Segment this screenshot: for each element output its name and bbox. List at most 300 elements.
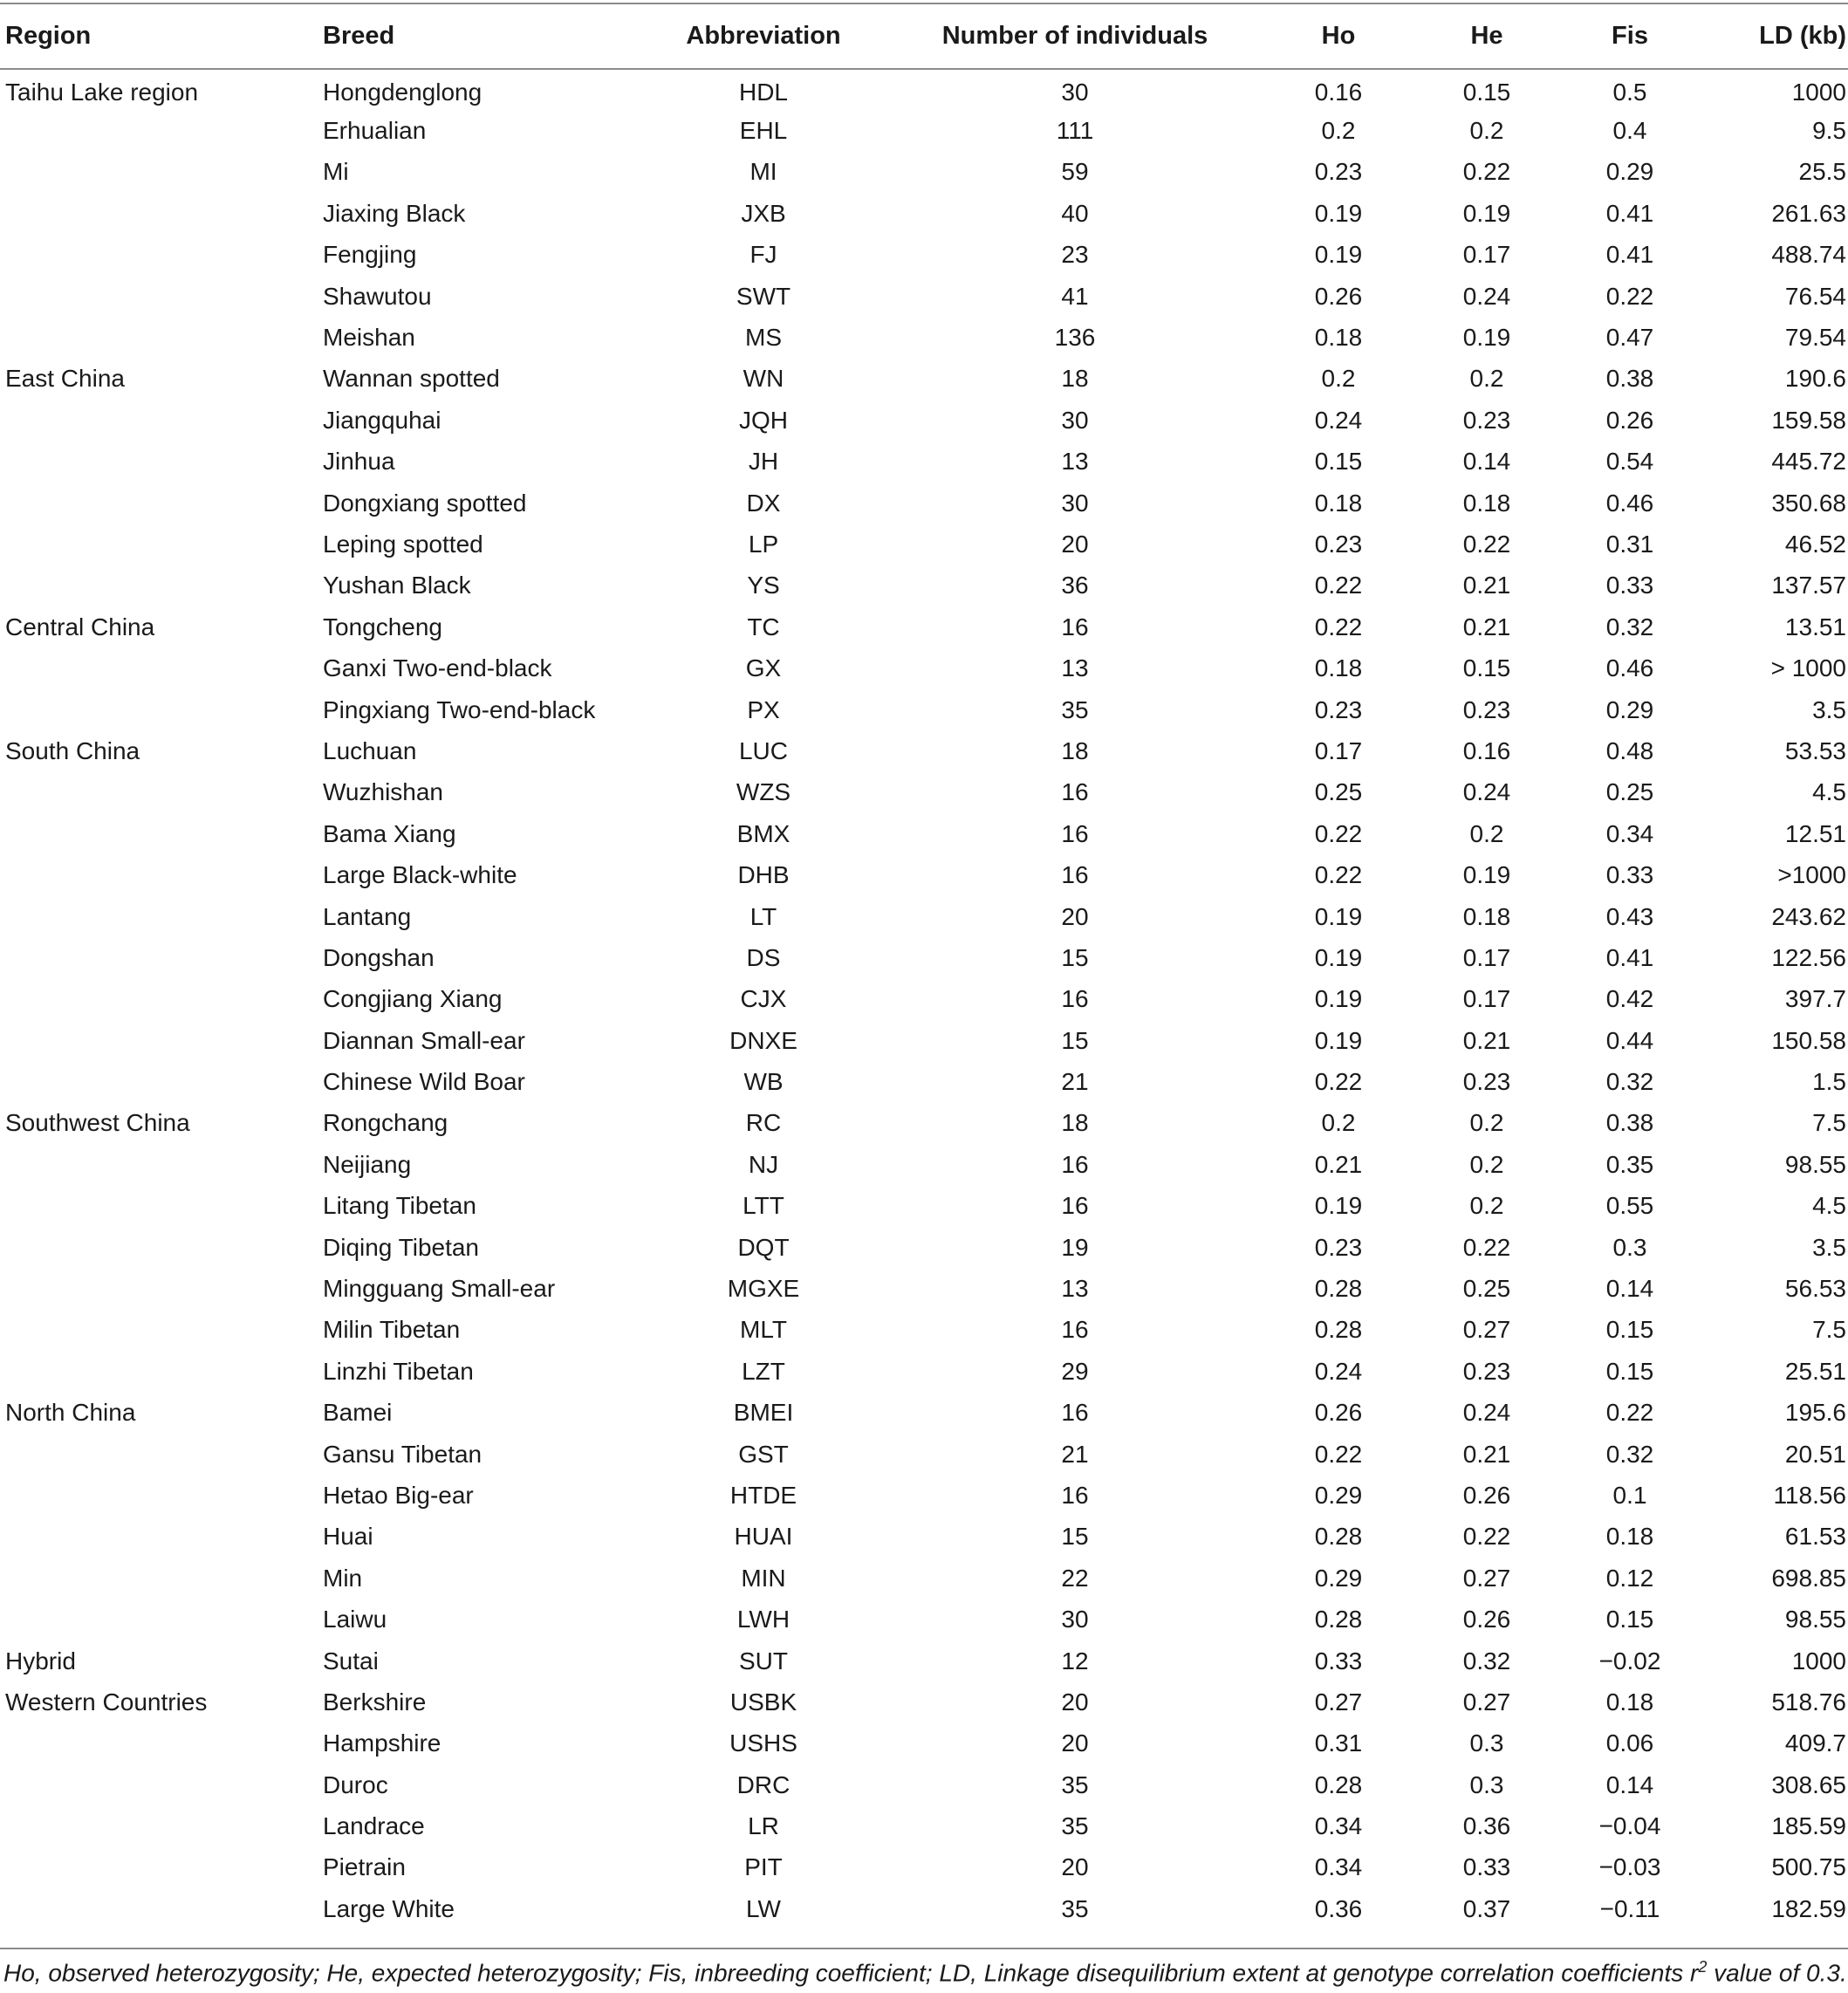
cell-he: 0.24: [1462, 282, 1511, 310]
cell-ho: 0.19: [1314, 943, 1363, 971]
table-row: [0, 524, 1848, 565]
cell-ho: 0.27: [1314, 1688, 1363, 1716]
cell-ho: 0.34: [1314, 1812, 1363, 1840]
cell-abbreviation: JQH: [739, 406, 788, 434]
cell-number-of-individuals: 21: [1061, 1440, 1089, 1468]
cell-number-of-individuals: 23: [1061, 241, 1089, 269]
cell-breed: Wuzhishan: [323, 778, 444, 806]
cell-breed: Pingxiang Two-end-black: [323, 695, 596, 723]
cell-region: [0, 524, 304, 565]
cell-fis: 0.32: [1605, 1440, 1654, 1468]
cell-fis: 0.46: [1605, 489, 1654, 517]
cell-he: 0.17: [1462, 985, 1511, 1013]
breed-diversity-table: [0, 3, 1848, 1930]
cell-region: [0, 1227, 304, 1268]
cell-fis: 0.46: [1605, 654, 1654, 682]
cell-ho: 0.23: [1314, 1233, 1363, 1261]
table-row: [0, 1847, 1848, 1888]
table-row: [0, 1020, 1848, 1061]
cell-number-of-individuals: 30: [1061, 1606, 1089, 1633]
cell-he: 0.2: [1469, 1109, 1504, 1137]
header-fis: Fis: [1558, 3, 1701, 69]
cell-ho: 0.21: [1314, 1150, 1363, 1178]
cell-he: 0.2: [1469, 819, 1504, 847]
cell-abbreviation: LTT: [743, 1192, 784, 1220]
cell-region: Hybrid: [5, 1647, 76, 1675]
cell-breed: Mingguang Small-ear: [323, 1275, 556, 1303]
cell-ho: 0.29: [1314, 1481, 1363, 1509]
cell-he: 0.36: [1462, 1812, 1511, 1840]
cell-region: [0, 1475, 304, 1516]
cell-ld-kb: 53.53: [1784, 736, 1846, 764]
table-row: [0, 1144, 1848, 1185]
header-ho: Ho: [1262, 3, 1415, 69]
cell-breed: Jiaxing Black: [323, 199, 466, 227]
cell-region: [0, 647, 304, 688]
table-row: [0, 359, 1848, 400]
cell-number-of-individuals: 30: [1061, 406, 1089, 434]
cell-region: [0, 1310, 304, 1351]
cell-number-of-individuals: 20: [1061, 1688, 1089, 1716]
cell-breed: Jiangquhai: [323, 406, 441, 434]
cell-fis: 0.44: [1605, 1026, 1654, 1054]
cell-he: 0.22: [1462, 1523, 1511, 1551]
cell-abbreviation: HTDE: [729, 1481, 797, 1509]
table-row: [0, 854, 1848, 895]
cell-ho: 0.26: [1314, 1399, 1363, 1427]
cell-number-of-individuals: 16: [1061, 778, 1089, 806]
table-row: [0, 979, 1848, 1020]
cell-ld-kb: 488.74: [1771, 241, 1846, 269]
cell-breed: Congjiang Xiang: [323, 985, 503, 1013]
cell-abbreviation: JXB: [741, 199, 786, 227]
cell-fis: 0.15: [1605, 1316, 1654, 1344]
table-row: [0, 1764, 1848, 1805]
cell-number-of-individuals: 15: [1061, 1523, 1089, 1551]
cell-region: [0, 854, 304, 895]
cell-fis: 0.38: [1605, 365, 1654, 393]
cell-ho: 0.22: [1314, 1440, 1363, 1468]
cell-ho: 0.24: [1314, 1357, 1363, 1385]
cell-breed: Dongxiang spotted: [323, 489, 527, 517]
table-row: [0, 1599, 1848, 1640]
table-row: [0, 235, 1848, 276]
cell-he: 0.22: [1462, 158, 1511, 186]
header-he: He: [1415, 3, 1558, 69]
cell-region: [0, 1020, 304, 1061]
cell-ld-kb: 76.54: [1784, 282, 1846, 310]
table-row: [0, 1061, 1848, 1102]
cell-number-of-individuals: 136: [1054, 324, 1096, 352]
cell-region: [0, 152, 304, 193]
cell-ld-kb: 1.5: [1812, 1068, 1846, 1096]
cell-fis: 0.18: [1605, 1688, 1654, 1716]
cell-abbreviation: LW: [746, 1894, 781, 1922]
cell-number-of-individuals: 35: [1061, 1894, 1089, 1922]
cell-abbreviation: LP: [748, 530, 779, 558]
cell-abbreviation: MLT: [740, 1316, 787, 1344]
cell-he: 0.27: [1462, 1564, 1511, 1592]
cell-fis: 0.26: [1605, 406, 1654, 434]
cell-fis: 0.22: [1605, 1399, 1654, 1427]
table-row: [0, 1805, 1848, 1846]
cell-abbreviation: EHL: [739, 117, 788, 145]
cell-he: 0.2: [1469, 117, 1504, 145]
table-row: [0, 1103, 1848, 1144]
cell-region: [0, 813, 304, 854]
cell-ho: 0.23: [1314, 158, 1363, 186]
cell-he: 0.16: [1462, 736, 1511, 764]
cell-number-of-individuals: 18: [1061, 1109, 1089, 1137]
cell-he: 0.21: [1462, 1026, 1511, 1054]
cell-abbreviation: BMX: [736, 819, 791, 847]
cell-number-of-individuals: 20: [1061, 530, 1089, 558]
cell-abbreviation: DRC: [736, 1770, 791, 1798]
table-row: [0, 1475, 1848, 1516]
cell-ld-kb: 182.59: [1771, 1894, 1846, 1922]
table-row: [0, 69, 1848, 110]
cell-ld-kb: 159.58: [1771, 406, 1846, 434]
cell-number-of-individuals: 20: [1061, 1729, 1089, 1757]
cell-he: 0.2: [1469, 1192, 1504, 1220]
cell-number-of-individuals: 111: [1056, 117, 1094, 145]
cell-ho: 0.18: [1314, 489, 1363, 517]
cell-breed: Hongdenglong: [323, 79, 483, 106]
cell-ho: 0.17: [1314, 736, 1363, 764]
cell-region: [0, 1805, 304, 1846]
cell-ho: 0.19: [1314, 1026, 1363, 1054]
header-breed: Breed: [304, 3, 639, 69]
cell-fis: 0.54: [1605, 448, 1654, 476]
table-row: [0, 896, 1848, 937]
cell-he: 0.26: [1462, 1606, 1511, 1633]
cell-ho: 0.28: [1314, 1316, 1363, 1344]
cell-fis: 0.55: [1605, 1192, 1654, 1220]
cell-he: 0.23: [1462, 695, 1511, 723]
cell-abbreviation: DHB: [737, 861, 790, 889]
cell-ho: 0.25: [1314, 778, 1363, 806]
cell-ld-kb: 9.5: [1812, 117, 1846, 145]
cell-number-of-individuals: 18: [1061, 365, 1089, 393]
cell-ld-kb: 4.5: [1812, 1192, 1846, 1220]
cell-region: [0, 979, 304, 1020]
cell-ld-kb: 698.85: [1771, 1564, 1846, 1592]
cell-abbreviation: WZS: [736, 778, 791, 806]
cell-region: [0, 1144, 304, 1185]
cell-ho: 0.19: [1314, 241, 1363, 269]
cell-ld-kb: 118.56: [1773, 1481, 1846, 1509]
cell-ho: 0.16: [1314, 79, 1363, 106]
table-row: [0, 110, 1848, 151]
header-row: [0, 3, 1848, 69]
cell-ho: 0.24: [1314, 406, 1363, 434]
cell-region: [0, 1517, 304, 1558]
cell-number-of-individuals: 15: [1061, 1026, 1089, 1054]
cell-fis: 0.25: [1605, 778, 1654, 806]
cell-breed: Rongchang: [323, 1109, 448, 1137]
footnote-text: Ho, observed heterozygosity; He, expected heterozygosity; Fis, inbreeding coefficient; LD, Linkage disequilibrium extent at genotype correlation coefficients r: [3, 1959, 1699, 1987]
cell-region: [0, 193, 304, 234]
cell-ld-kb: 25.5: [1798, 158, 1846, 186]
cell-fis: 0.12: [1605, 1564, 1654, 1592]
cell-fis: 0.14: [1605, 1770, 1654, 1798]
cell-ld-kb: 195.6: [1784, 1399, 1846, 1427]
cell-breed: Large White: [323, 1894, 455, 1922]
cell-he: 0.32: [1462, 1647, 1511, 1675]
cell-region: [0, 1847, 304, 1888]
cell-region: [0, 565, 304, 606]
cell-abbreviation: CJX: [740, 985, 787, 1013]
cell-fis: −0.02: [1598, 1647, 1661, 1675]
table-row: [0, 317, 1848, 358]
cell-breed: Diannan Small-ear: [323, 1026, 525, 1054]
cell-breed: Huai: [323, 1523, 373, 1551]
cell-abbreviation: LWH: [736, 1606, 791, 1633]
table-row: [0, 1351, 1848, 1392]
cell-ld-kb: 7.5: [1812, 1316, 1846, 1344]
cell-fis: 0.3: [1612, 1233, 1647, 1261]
cell-fis: 0.32: [1605, 1068, 1654, 1096]
cell-he: 0.21: [1462, 613, 1511, 640]
cell-region: Southwest China: [5, 1109, 190, 1137]
cell-fis: 0.31: [1605, 530, 1654, 558]
cell-region: [0, 110, 304, 151]
cell-he: 0.19: [1462, 199, 1511, 227]
cell-he: 0.15: [1462, 79, 1511, 106]
cell-abbreviation: MGXE: [727, 1275, 800, 1303]
cell-region: [0, 276, 304, 317]
cell-ho: 0.2: [1321, 117, 1356, 145]
cell-ld-kb: 308.65: [1771, 1770, 1846, 1798]
table-row: [0, 193, 1848, 234]
cell-ld-kb: 7.5: [1812, 1109, 1846, 1137]
cell-abbreviation: USHS: [729, 1729, 797, 1757]
table-row: [0, 1681, 1848, 1722]
cell-abbreviation: LR: [748, 1812, 779, 1840]
cell-number-of-individuals: 30: [1061, 79, 1089, 106]
cell-region: [0, 1723, 304, 1764]
cell-region: [0, 689, 304, 730]
cell-region: [0, 937, 304, 978]
cell-he: 0.23: [1462, 1357, 1511, 1385]
cell-ld-kb: 409.7: [1784, 1729, 1846, 1757]
cell-breed: Hetao Big-ear: [323, 1481, 474, 1509]
cell-fis: 0.48: [1605, 736, 1654, 764]
cell-breed: Lantang: [323, 902, 412, 930]
cell-breed: Bamei: [323, 1399, 393, 1427]
cell-number-of-individuals: 15: [1061, 943, 1089, 971]
cell-abbreviation: MS: [745, 324, 782, 352]
cell-number-of-individuals: 13: [1061, 448, 1089, 476]
cell-ho: 0.33: [1314, 1647, 1363, 1675]
cell-breed: Sutai: [323, 1647, 379, 1675]
cell-fis: 0.34: [1605, 819, 1654, 847]
cell-he: 0.18: [1462, 489, 1511, 517]
cell-he: 0.19: [1462, 324, 1511, 352]
cell-number-of-individuals: 13: [1061, 1275, 1089, 1303]
cell-he: 0.24: [1462, 778, 1511, 806]
table-row: [0, 1227, 1848, 1268]
cell-fis: 0.29: [1605, 158, 1654, 186]
table-body: [0, 69, 1848, 1930]
cell-abbreviation: GX: [745, 654, 782, 682]
cell-he: 0.2: [1469, 365, 1504, 393]
cell-abbreviation: MIN: [741, 1564, 786, 1592]
cell-breed: Large Black-white: [323, 861, 517, 889]
cell-fis: 0.4: [1612, 117, 1647, 145]
cell-abbreviation: LZT: [742, 1357, 785, 1385]
cell-he: 0.22: [1462, 1233, 1511, 1261]
table-row: [0, 1888, 1848, 1929]
cell-number-of-individuals: 16: [1061, 985, 1089, 1013]
cell-number-of-individuals: 35: [1061, 1770, 1089, 1798]
cell-breed: Dongshan: [323, 943, 435, 971]
cell-breed: Luchuan: [323, 736, 417, 764]
cell-region: East China: [5, 365, 125, 393]
table-row: [0, 442, 1848, 483]
cell-breed: Mi: [323, 158, 349, 186]
cell-ho: 0.22: [1314, 819, 1363, 847]
cell-breed: Chinese Wild Boar: [323, 1068, 525, 1096]
cell-ho: 0.34: [1314, 1853, 1363, 1881]
cell-breed: Berkshire: [323, 1688, 427, 1716]
cell-breed: Fengjing: [323, 241, 417, 269]
cell-ho: 0.28: [1314, 1523, 1363, 1551]
cell-fis: 0.14: [1605, 1275, 1654, 1303]
cell-number-of-individuals: 59: [1061, 158, 1089, 186]
cell-ld-kb: 20.51: [1784, 1440, 1846, 1468]
cell-number-of-individuals: 13: [1061, 654, 1089, 682]
cell-ld-kb: > 1000: [1770, 654, 1846, 682]
cell-ld-kb: 1000: [1791, 1647, 1846, 1675]
table-row: [0, 1268, 1848, 1309]
cell-fis: 0.15: [1605, 1357, 1654, 1385]
cell-fis: −0.04: [1598, 1812, 1661, 1840]
table-row: [0, 1558, 1848, 1599]
cell-abbreviation: TC: [747, 613, 780, 640]
cell-number-of-individuals: 30: [1061, 489, 1089, 517]
cell-ld-kb: 518.76: [1771, 1688, 1846, 1716]
cell-he: 0.33: [1462, 1853, 1511, 1881]
cell-fis: 0.35: [1605, 1150, 1654, 1178]
cell-region: Central China: [5, 613, 155, 640]
cell-region: [0, 235, 304, 276]
cell-he: 0.3: [1469, 1729, 1504, 1757]
cell-fis: 0.06: [1605, 1729, 1654, 1757]
header-number-of-individuals: Number of individuals: [888, 3, 1262, 69]
cell-breed: Diqing Tibetan: [323, 1233, 480, 1261]
cell-he: 0.23: [1462, 406, 1511, 434]
cell-he: 0.17: [1462, 943, 1511, 971]
cell-region: Western Countries: [5, 1688, 208, 1716]
cell-ho: 0.18: [1314, 324, 1363, 352]
cell-ld-kb: 4.5: [1812, 778, 1846, 806]
cell-he: 0.2: [1469, 1150, 1504, 1178]
cell-breed: Meishan: [323, 324, 415, 352]
cell-ho: 0.19: [1314, 985, 1363, 1013]
cell-ld-kb: 61.53: [1784, 1523, 1846, 1551]
cell-region: [0, 1061, 304, 1102]
cell-he: 0.18: [1462, 902, 1511, 930]
table-row: [0, 1723, 1848, 1764]
cell-breed: Hampshire: [323, 1729, 441, 1757]
cell-fis: 0.5: [1612, 79, 1647, 106]
cell-fis: 0.22: [1605, 282, 1654, 310]
table-row: [0, 1517, 1848, 1558]
footnote-superscript: 2: [1698, 1958, 1708, 1976]
cell-number-of-individuals: 16: [1061, 1399, 1089, 1427]
cell-number-of-individuals: 35: [1061, 695, 1089, 723]
cell-number-of-individuals: 16: [1061, 819, 1089, 847]
cell-abbreviation: BMEI: [733, 1399, 794, 1427]
cell-ld-kb: 243.62: [1771, 902, 1846, 930]
cell-he: 0.37: [1462, 1894, 1511, 1922]
table-row: [0, 647, 1848, 688]
table-row: [0, 1186, 1848, 1227]
cell-fis: 0.38: [1605, 1109, 1654, 1137]
cell-abbreviation: SUT: [739, 1647, 788, 1675]
cell-abbreviation: WB: [743, 1068, 784, 1096]
cell-he: 0.23: [1462, 1068, 1511, 1096]
cell-breed: Ganxi Two-end-black: [323, 654, 552, 682]
cell-ho: 0.29: [1314, 1564, 1363, 1592]
cell-region: [0, 772, 304, 813]
cell-ld-kb: 1000: [1791, 79, 1846, 106]
cell-he: 0.26: [1462, 1481, 1511, 1509]
cell-breed: Milin Tibetan: [323, 1316, 461, 1344]
cell-abbreviation: YS: [747, 572, 780, 599]
cell-ld-kb: 261.63: [1771, 199, 1846, 227]
cell-ho: 0.26: [1314, 282, 1363, 310]
cell-ho: 0.18: [1314, 654, 1363, 682]
cell-breed: Pietrain: [323, 1853, 406, 1881]
cell-ho: 0.22: [1314, 613, 1363, 640]
cell-abbreviation: DQT: [737, 1233, 790, 1261]
cell-he: 0.3: [1469, 1770, 1504, 1798]
cell-ho: 0.2: [1321, 365, 1356, 393]
cell-region: [0, 1186, 304, 1227]
cell-ld-kb: 350.68: [1771, 489, 1846, 517]
cell-fis: 0.15: [1605, 1606, 1654, 1633]
cell-he: 0.27: [1462, 1688, 1511, 1716]
cell-ho: 0.22: [1314, 861, 1363, 889]
cell-number-of-individuals: 22: [1061, 1564, 1089, 1592]
cell-number-of-individuals: 18: [1061, 736, 1089, 764]
cell-region: North China: [5, 1399, 136, 1427]
cell-region: [0, 896, 304, 937]
cell-region: [0, 1764, 304, 1805]
cell-abbreviation: USBK: [729, 1688, 797, 1716]
cell-region: [0, 1434, 304, 1475]
cell-breed: Duroc: [323, 1770, 388, 1798]
cell-breed: Shawutou: [323, 282, 432, 310]
cell-number-of-individuals: 36: [1061, 572, 1089, 599]
cell-fis: 0.1: [1612, 1481, 1647, 1509]
cell-ho: 0.23: [1314, 695, 1363, 723]
cell-fis: 0.33: [1605, 572, 1654, 599]
cell-ld-kb: 500.75: [1771, 1853, 1846, 1881]
cell-region: [0, 1558, 304, 1599]
cell-number-of-individuals: 16: [1061, 1150, 1089, 1178]
cell-breed: Min: [323, 1564, 363, 1592]
cell-number-of-individuals: 40: [1061, 199, 1089, 227]
table-row: [0, 730, 1848, 771]
table-row: [0, 937, 1848, 978]
cell-ho: 0.23: [1314, 530, 1363, 558]
cell-number-of-individuals: 21: [1061, 1068, 1089, 1096]
cell-breed: Bama Xiang: [323, 819, 456, 847]
cell-he: 0.19: [1462, 861, 1511, 889]
